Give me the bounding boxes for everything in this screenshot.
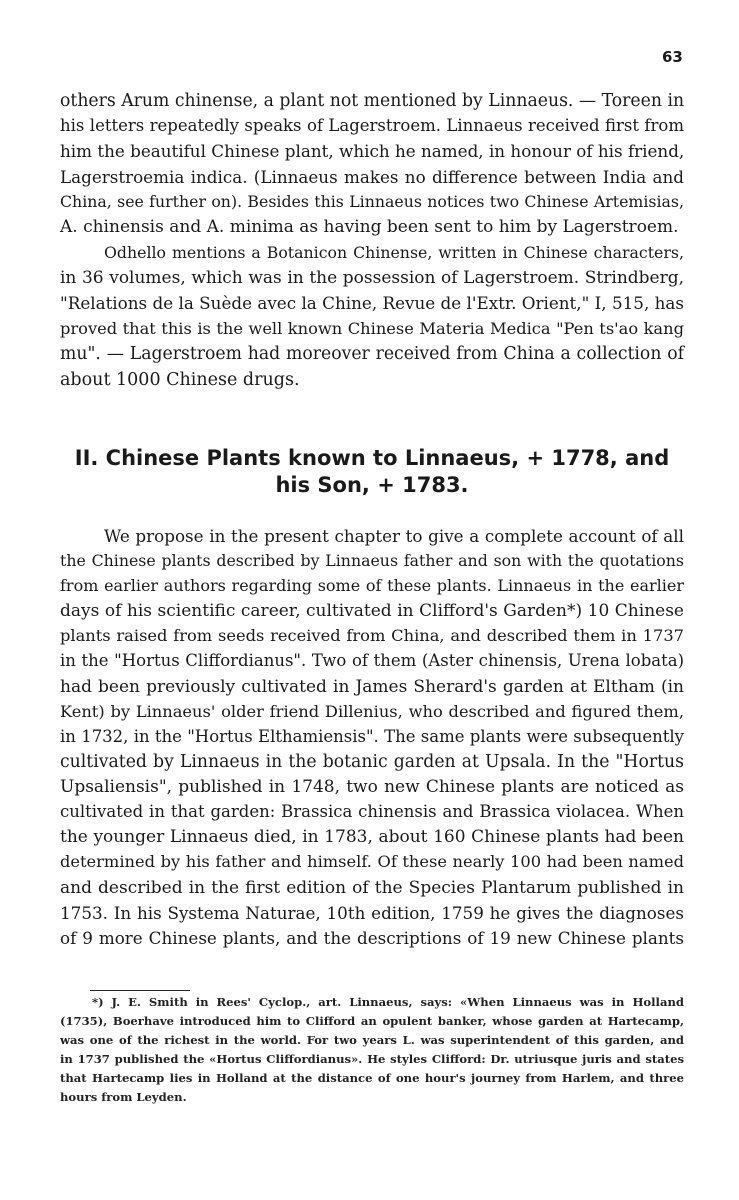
- text-line: his letters repeatedly speaks of Lagerstroem. Linnaeus received first from: [60, 116, 684, 135]
- text-line: in 36 volumes, which was in the possession of Lagerstroem. Strindberg,: [60, 268, 684, 288]
- text-line: cultivated in that garden: Brassica chinensis and Brassica violacea. When: [60, 802, 684, 821]
- text-line: had been previously cultivated in James Sherard's garden at Eltham (in: [60, 677, 684, 697]
- footnote-line: was one of the richest in the world. For two years L. was superintendent of this garden, and: [60, 1033, 684, 1047]
- text-line: Odhello mentions a Botanicon Chinense, written in Chinese characters,: [104, 243, 684, 262]
- text-line: "Relations de la Suède avec la Chine, Revue de l'Extr. Orient," I, 515, has: [60, 293, 684, 313]
- text-line: from earlier authors regarding some of these plants. Linnaeus in the earlier: [60, 576, 684, 595]
- text-line: and described in the first edition of the Species Plantarum published in: [60, 878, 684, 898]
- text-line: Kent) by Linnaeus' older friend Dillenius, who described and figured them,: [60, 702, 684, 721]
- text-line: China, see further on). Besides this Linnaeus notices two Chinese Artemisias,: [60, 192, 684, 211]
- footnote-line: *) J. E. Smith in Rees' Cyclop., art. Linnaeus, says: «When Linnaeus was in Holland: [92, 995, 684, 1009]
- text-line: We propose in the present chapter to give a complete account of all: [104, 526, 684, 546]
- text-line: the younger Linnaeus died, in 1783, about 160 Chinese plants had been: [60, 827, 684, 847]
- footnote-line: in 1737 published the «Hortus Cliffordianus». He styles Clifford: Dr. utriusque juris and states: [60, 1052, 684, 1066]
- text-line: Lagerstroemia indica. (Linnaeus makes no difference between India and: [60, 167, 684, 187]
- text-line: him the beautiful Chinese plant, which he named, in honour of his friend,: [60, 141, 685, 161]
- text-line: about 1000 Chinese drugs.: [60, 370, 300, 390]
- text-line: of 9 more Chinese plants, and the descriptions of 19 new Chinese plants: [60, 928, 684, 948]
- text-line: A. chinensis and A. minima as having been sent to him by Lagerstroem.: [60, 217, 679, 237]
- text-line: days of his scientific career, cultivated in Clifford's Garden*) 10 Chinese: [60, 601, 684, 621]
- text-line: Upsaliensis", published in 1748, two new Chinese plants are noticed as: [60, 777, 684, 797]
- text-line: plants raised from seeds received from China, and described them in 1737: [60, 626, 684, 645]
- footnote-rule: [90, 990, 190, 991]
- page-number: 63: [662, 48, 683, 66]
- text-line: in 1732, in the "Hortus Elthamiensis". The same plants were subsequently: [60, 727, 684, 746]
- text-line: in the "Hortus Cliffordianus". Two of them (Aster chinensis, Urena lobata): [60, 651, 684, 670]
- section-heading-line-1: II. Chinese Plants known to Linnaeus, + 1778, and: [74, 446, 670, 470]
- text-line: cultivated by Linnaeus in the botanic garden at Upsala. In the "Hortus: [60, 752, 684, 772]
- section-heading-line-2: his Son, + 1783.: [275, 473, 469, 497]
- text-line: 1753. In his Systema Naturae, 10th edition, 1759 he gives the diagnoses: [60, 903, 684, 923]
- footnote-line: that Hartecamp lies in Holland at the distance of one hour's journey from Harlem, and three: [60, 1071, 684, 1085]
- footnote-line: hours from Leyden.: [60, 1090, 187, 1104]
- text-line: the Chinese plants described by Linnaeus father and son with the quotations: [60, 551, 684, 570]
- text-line: mu". — Lagerstroem had moreover received from China a collection of: [60, 344, 684, 364]
- text-line: others Arum chinense, a plant not mentioned by Linnaeus. — Toreen in: [60, 91, 685, 111]
- text-line: proved that this is the well known Chinese Materia Medica "Pen ts'ao kang: [60, 319, 684, 338]
- text-line: determined by his father and himself. Of these nearly 100 had been named: [60, 852, 684, 871]
- footnote-line: (1735), Boerhave introduced him to Clifford an opulent banker, whose garden at Hartecamp,: [60, 1014, 684, 1028]
